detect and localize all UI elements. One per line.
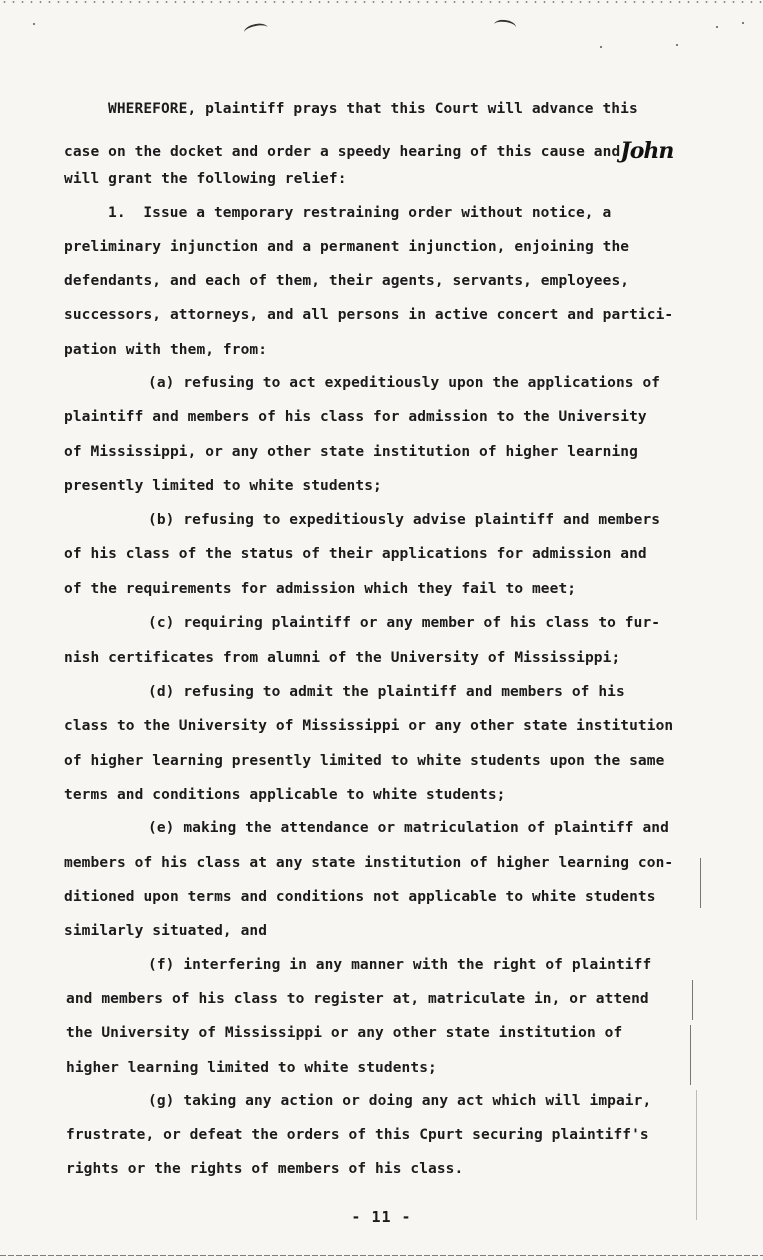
text-line: (c) requiring plaintiff or any member of his class to fur- (148, 615, 661, 631)
text-line: of his class of the status of their applications for admission and (64, 546, 647, 562)
text-line: 1. Issue a temporary restraining order without notice, a (108, 205, 612, 221)
speck (600, 46, 602, 48)
speck (33, 23, 35, 25)
text-line: (g) taking any action or doing any act which will impair, (148, 1093, 652, 1109)
text-line: ditioned upon terms and conditions not applicable to white students (64, 889, 656, 905)
text-line: higher learning limited to white students; (66, 1060, 437, 1076)
text-line: WHEREFORE, plaintiff prays that this Court will advance this (108, 101, 638, 117)
text-line: preliminary injunction and a permanent injunction, enjoining the (64, 239, 630, 255)
margin-pencil-mark (690, 1025, 691, 1085)
text-line: (d) refusing to admit the plaintiff and members of his (148, 684, 625, 700)
margin-pencil-mark (700, 858, 701, 908)
text-line: of higher learning presently limited to white students upon the same (64, 753, 665, 769)
text-line: pation with them, from: (64, 342, 268, 358)
text-line: successors, attorneys, and all persons in active concert and partici- (64, 307, 674, 323)
top-dotted-edge (0, 0, 763, 4)
speck (716, 26, 718, 28)
text-line: (e) making the attendance or matriculation of plaintiff and (148, 820, 669, 836)
text-line: will grant the following relief: (64, 171, 347, 187)
text-line: (a) refusing to act expeditiously upon the applications of (148, 375, 661, 391)
text-line: plaintiff and members of his class for admission to the University (64, 409, 647, 425)
bottom-dashed-edge (0, 1255, 763, 1256)
text-line: case on the docket and order a speedy hearing of this cause andJohn (64, 138, 674, 164)
text-line: and members of his class to register at, matriculate in, or attend (66, 991, 649, 1007)
top-right-pencil-mark (493, 19, 516, 34)
margin-pencil-mark (692, 980, 693, 1020)
text-line: presently limited to white students; (64, 478, 382, 494)
text-line: class to the University of Mississippi or any other state institution (64, 718, 674, 734)
text-line: (b) refusing to expeditiously advise plaintiff and members (148, 512, 661, 528)
speck (742, 22, 744, 24)
text-line: of the requirements for admission which they fail to meet; (64, 581, 577, 597)
text-line: frustrate, or defeat the orders of this Cpurt securing plaintiff's (66, 1127, 649, 1143)
text-line: the University of Mississippi or any other state institution of (66, 1025, 623, 1041)
text-line: nish certificates from alumni of the University of Mississippi; (64, 650, 621, 666)
text-line: rights or the rights of members of his class. (66, 1161, 464, 1177)
text-line: (f) interfering in any manner with the right of plaintiff (148, 957, 652, 973)
text-line: members of his class at any state institution of higher learning con- (64, 855, 674, 871)
handwritten-signature: John (620, 138, 674, 164)
margin-pencil-mark (696, 1090, 697, 1220)
text-line: similarly situated, and (64, 923, 268, 939)
page-number: - 11 - (351, 1208, 412, 1226)
text-line: of Mississippi, or any other state institution of higher learning (64, 444, 638, 460)
top-left-pencil-mark (243, 22, 269, 39)
text-line: defendants, and each of them, their agents, servants, employees, (64, 273, 630, 289)
text-line: terms and conditions applicable to white students; (64, 787, 506, 803)
speck (676, 44, 678, 46)
